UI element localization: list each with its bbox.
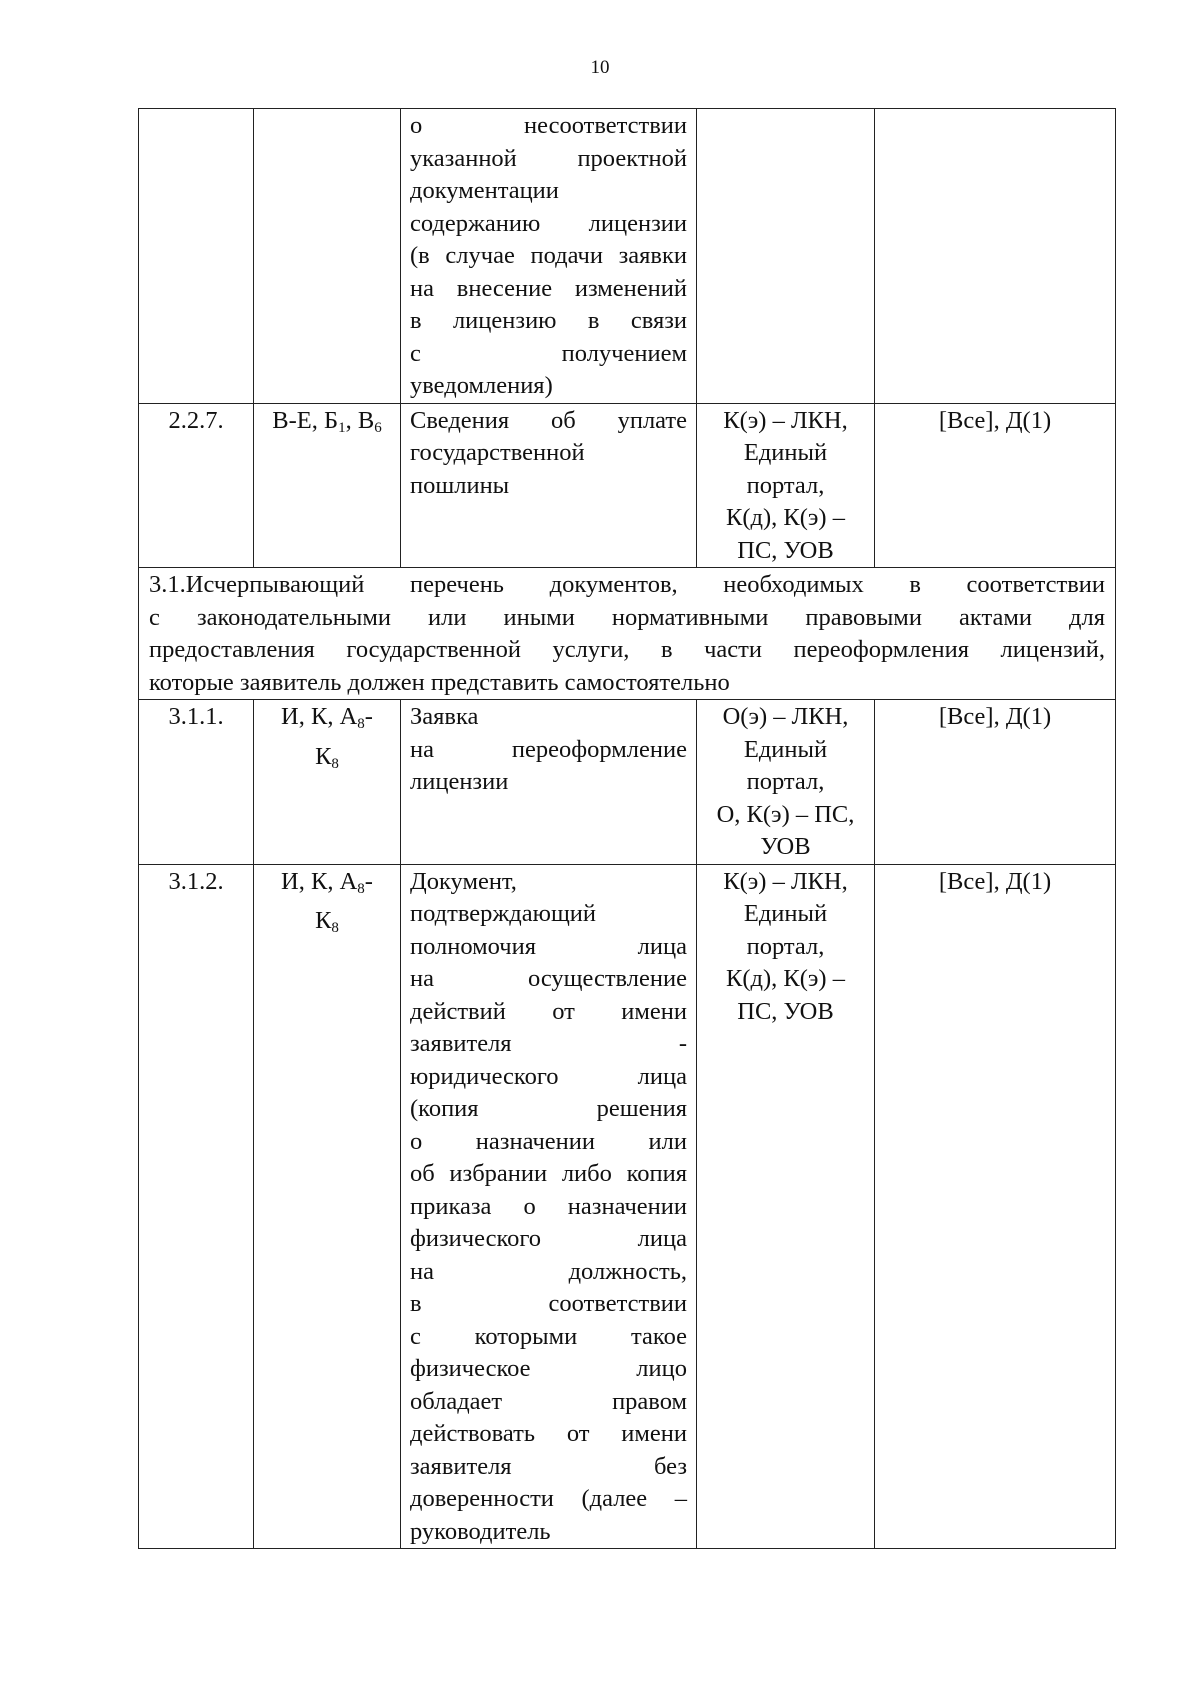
document-line: на осуществление	[410, 965, 687, 992]
code-subscript: 8	[331, 755, 339, 772]
document-line: подтверждающий	[410, 900, 597, 927]
note-cell	[875, 109, 1116, 404]
code-text: К	[315, 742, 332, 770]
code-line	[263, 701, 391, 741]
document-line: Сведения об уплате	[410, 406, 687, 434]
document-line: (копия решения	[410, 1095, 687, 1122]
document-line: содержанию лицензии	[410, 209, 687, 237]
section-line: 3.1.Исчерпывающий перечень документов, необходимых в соответствии	[149, 571, 1105, 598]
form-line: К(д), К(э) –	[726, 504, 845, 531]
form-line: К(э) – ЛКН,	[723, 406, 848, 434]
documents-table	[138, 108, 1116, 1549]
document-line: физическое лицо	[410, 1355, 687, 1382]
document-line: Документ,	[410, 867, 517, 895]
form-line: ПС, УОВ	[737, 536, 834, 564]
document-line: Заявка	[410, 703, 479, 730]
note-cell: [Все], Д(1)	[875, 864, 1116, 1549]
code-text: , В	[345, 406, 375, 434]
table-row	[139, 109, 1116, 404]
code-text: В-Е, Б	[272, 406, 339, 434]
row-number-cell: 3.1.1.	[139, 700, 254, 865]
document-line: с которыми такое	[410, 1322, 687, 1350]
form-line: УОВ	[760, 833, 811, 860]
code-cell	[254, 700, 401, 865]
document-line: уведомления)	[410, 372, 553, 399]
form-line: портал,	[746, 768, 825, 795]
document-line: пошлины	[410, 471, 510, 499]
document-line: в лицензию в связи	[410, 307, 687, 334]
document-line: заявителя -	[410, 1030, 687, 1057]
document-line: на переоформление	[410, 735, 687, 763]
document-line: заявителя без	[410, 1452, 687, 1480]
document-line: с получением	[410, 339, 687, 367]
form-cell	[697, 864, 875, 1549]
document-line: приказа о назначении	[410, 1192, 687, 1220]
note-cell: [Все], Д(1)	[875, 700, 1116, 865]
document-line: действий от имени	[410, 997, 687, 1025]
document-line: действовать от имени	[410, 1420, 687, 1447]
row-number-cell: 3.1.2.	[139, 864, 254, 1549]
code-subscript: 1	[338, 419, 346, 436]
document-line: (в случае подачи заявки	[410, 242, 687, 269]
page-number: 10	[590, 57, 610, 78]
document-line: полномочия лица	[410, 932, 687, 960]
document-line: на внесение изменений	[410, 274, 687, 302]
form-cell	[697, 700, 875, 865]
document-line: об избрании либо копия	[410, 1160, 687, 1187]
code-subscript: 8	[331, 920, 339, 936]
form-line: ПС, УОВ	[737, 997, 834, 1025]
form-line: О, К(э) – ПС,	[716, 800, 855, 828]
document-line: на должность,	[410, 1257, 687, 1285]
form-line: Единый	[743, 439, 828, 466]
document-line: государственной	[410, 439, 585, 466]
document-line: юридического лица	[410, 1062, 687, 1090]
code-cell	[254, 109, 401, 404]
code-subscript: 8	[357, 716, 365, 732]
document-line: руководитель	[410, 1517, 551, 1545]
form-cell	[697, 109, 875, 404]
code-text: -	[364, 867, 373, 895]
note-cell: [Все], Д(1)	[875, 403, 1116, 568]
document-line: доверенности (далее –	[410, 1485, 687, 1512]
code-text: И, К, А	[281, 703, 358, 730]
section-line: предоставления государственной услуги, в части переоформления лицензий,	[149, 636, 1105, 663]
code-line	[263, 741, 391, 781]
document-line: обладает правом	[410, 1387, 687, 1415]
document-line: документации	[410, 177, 559, 204]
form-line: Единый	[743, 735, 828, 763]
document-cell	[401, 864, 697, 1549]
form-line: О(э) – ЛКН,	[722, 703, 849, 730]
code-subscript: 6	[374, 419, 382, 436]
code-subscript: 8	[357, 880, 365, 897]
document-line: указанной проектной	[410, 144, 687, 172]
document-cell	[401, 700, 697, 865]
table-row	[139, 700, 1116, 865]
form-line: К(э) – ЛКН,	[723, 867, 848, 895]
document-line: в соответствии	[410, 1290, 687, 1317]
document-line: о несоответствии	[410, 112, 687, 139]
form-line: портал,	[746, 932, 825, 960]
form-line: Единый	[743, 900, 828, 927]
code-text: -	[364, 703, 373, 730]
code-line	[263, 905, 391, 945]
form-line: К(д), К(э) –	[726, 965, 845, 992]
document-line: лицензии	[410, 768, 509, 795]
form-line: портал,	[746, 471, 825, 499]
code-text: К	[315, 907, 332, 934]
document-cell	[401, 403, 697, 568]
section-heading-cell	[139, 568, 1116, 700]
section-line: с законодательными или иными нормативными правовыми актами для	[149, 603, 1105, 631]
table-row	[139, 403, 1116, 568]
code-cell	[254, 403, 401, 568]
code-cell	[254, 864, 401, 1549]
document-line: о назначении или	[410, 1127, 687, 1155]
section-line: которые заявитель должен представить самостоятельно	[149, 668, 730, 696]
section-row	[139, 568, 1116, 700]
document-cell	[401, 109, 697, 404]
form-cell	[697, 403, 875, 568]
row-number-cell	[139, 109, 254, 404]
code-text: И, К, А	[281, 867, 358, 895]
document-line: физического лица	[410, 1225, 687, 1252]
code-line	[263, 866, 391, 906]
row-number-cell: 2.2.7.	[139, 403, 254, 568]
table-row	[139, 864, 1116, 1549]
